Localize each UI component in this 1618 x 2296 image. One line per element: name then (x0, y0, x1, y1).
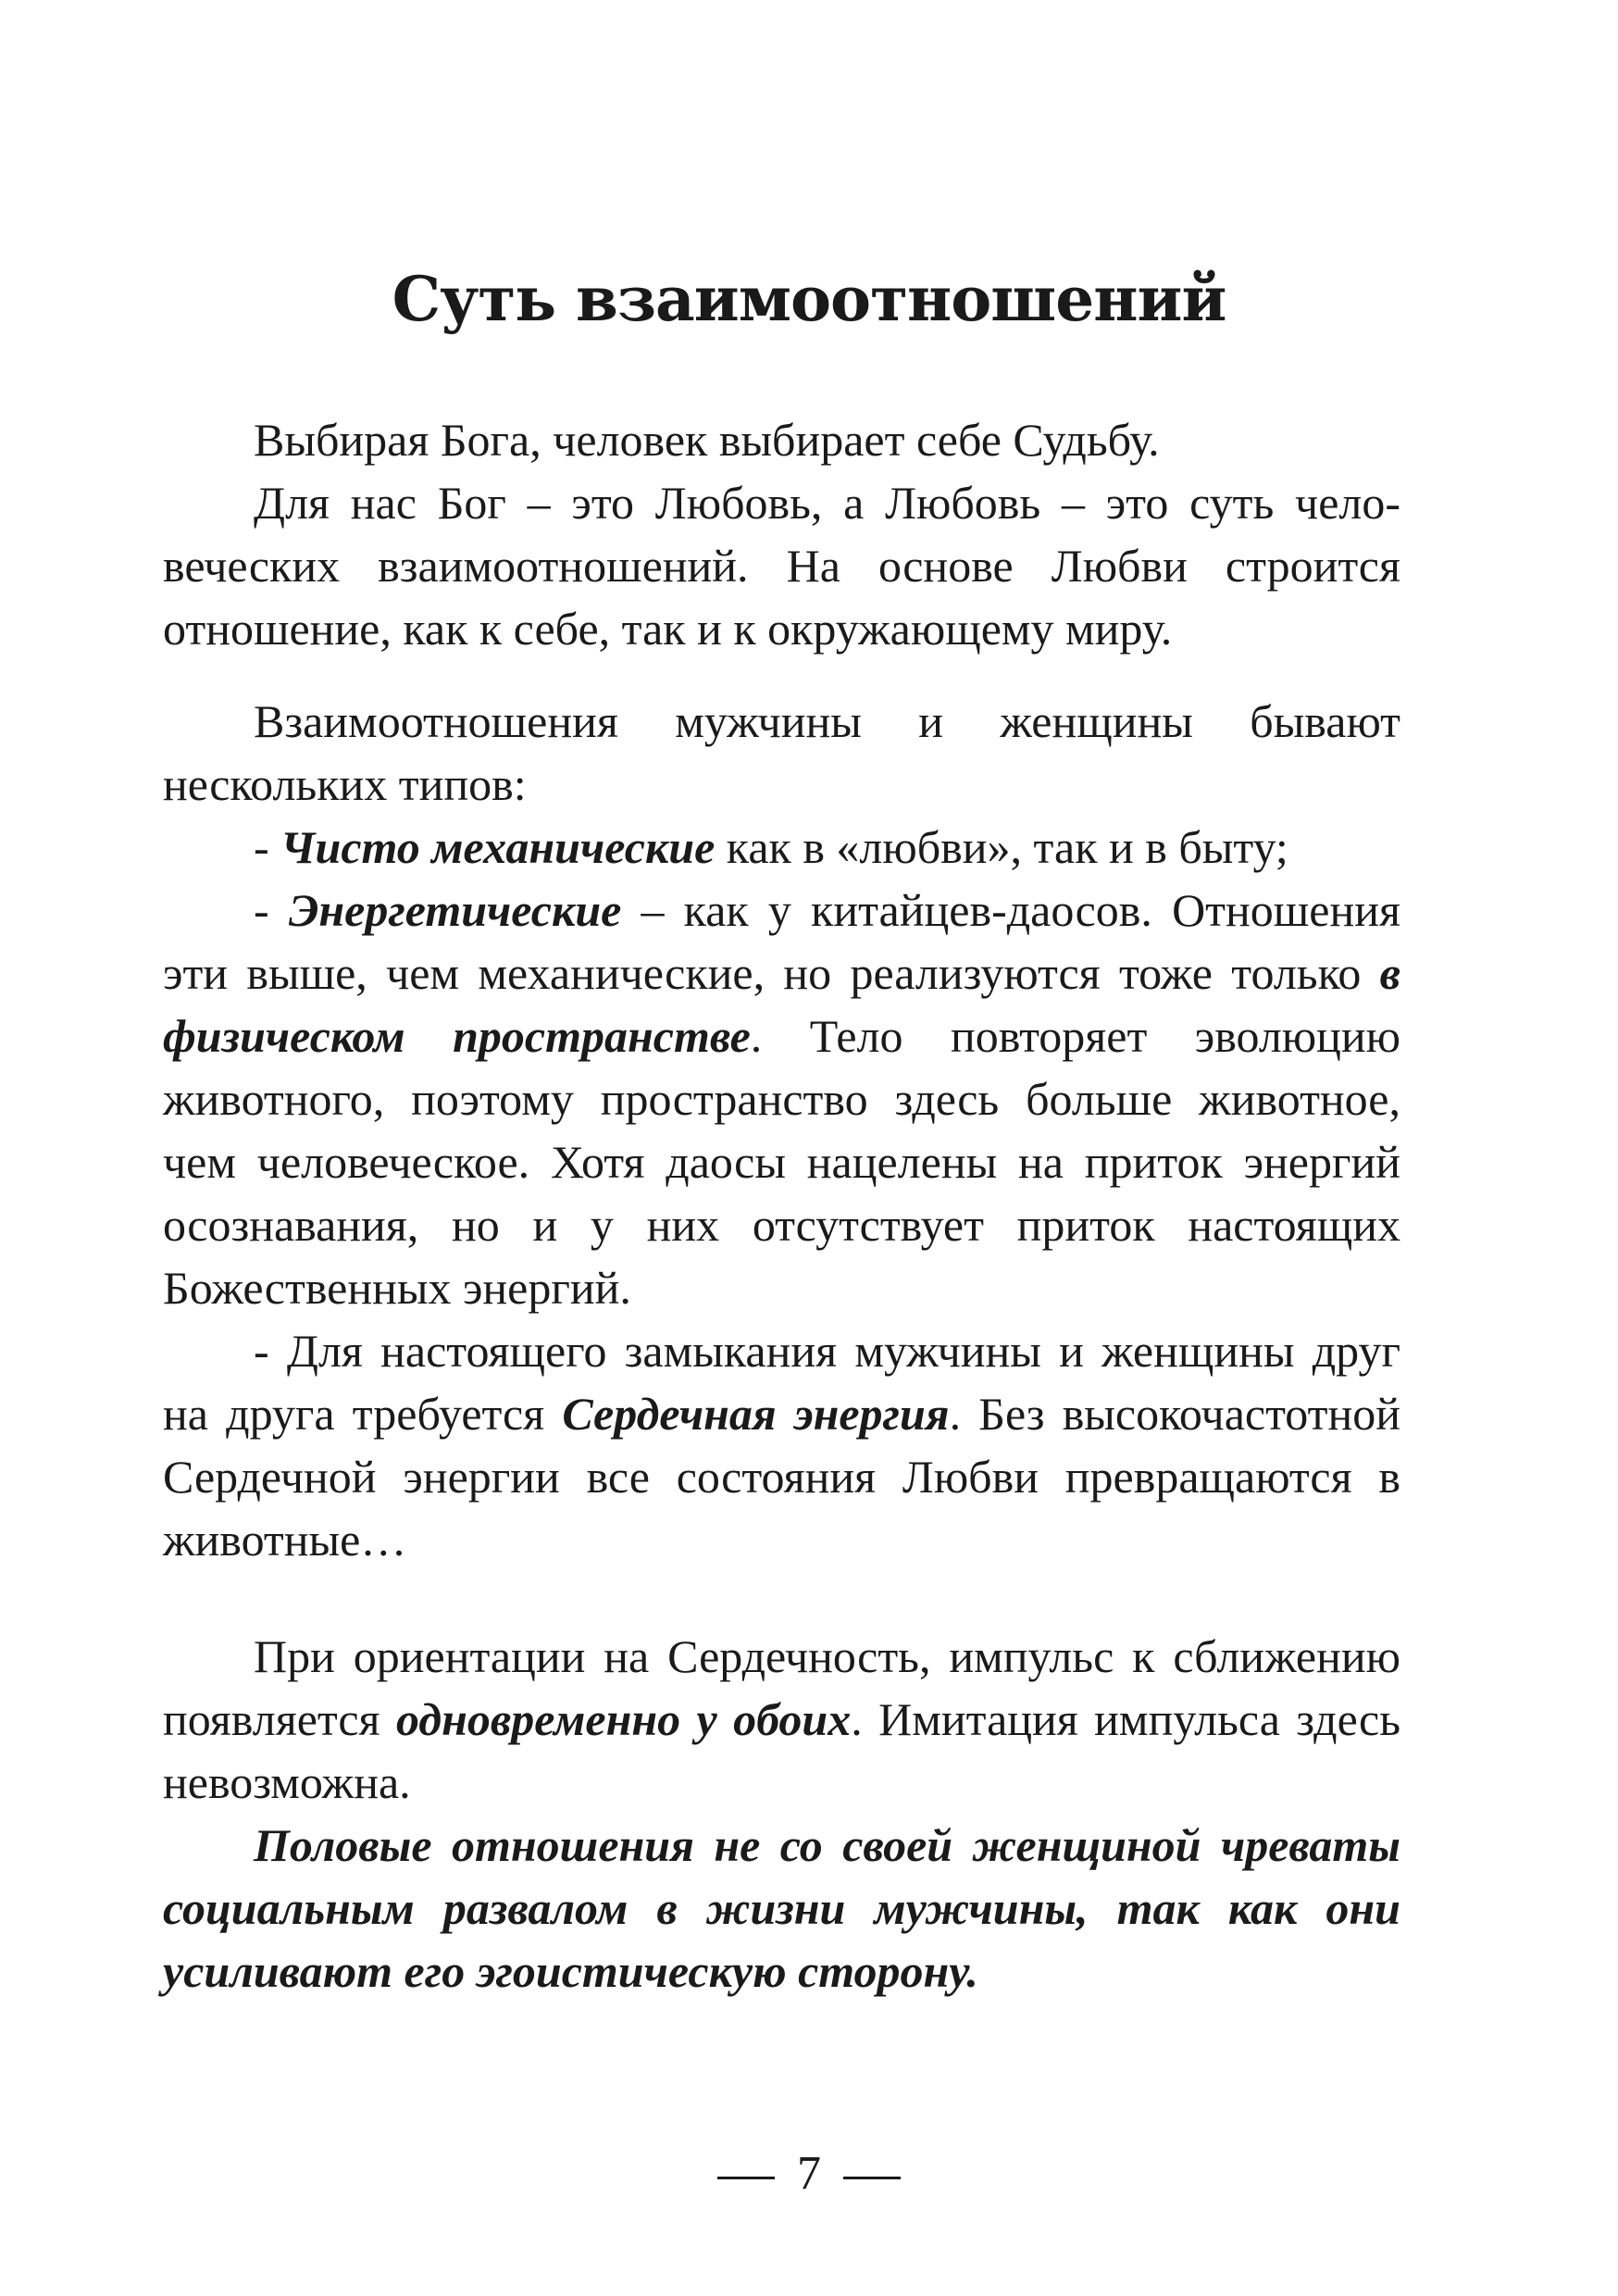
paragraph-7-rest: . Имитация импульса здесь невозможна. (163, 1693, 1400, 1808)
paragraph-6 (163, 1319, 1400, 1571)
emphasis-heart-energy: Сердечная энергия (562, 1388, 950, 1440)
paragraph-7 (163, 1625, 1400, 1814)
paragraph-6-start: - Для настоящего замыкания мужчины и женщины друг на друга требуется (163, 1325, 1400, 1440)
emphasis-energetic: Энергетические (288, 884, 622, 936)
paragraph-1: Выбирая Бога, человек выбирает себе Судьбу. (254, 414, 1160, 466)
footer-dash-right (843, 2177, 901, 2179)
paragraph-5-rest: . Тело повторяет эволюцию животного, поэтому пространство здесь больше животное, чем человеческое. Хотя даосы нацелены на приток энергий осознавания, но и у них отсутствует приток настоящих Божественных энергий. (163, 1010, 1400, 1314)
paragraph-6-rest: . Без высокочастотной Сердечной энергии все состояния Любви превращаются в животные… (163, 1388, 1400, 1566)
paragraph-2: Для нас Бог – это Любовь, а Любовь – это суть человеческих взаимоотношений. На основе Любви строится отношение, как к себе, так и к окружающему миру. (163, 477, 1400, 655)
paragraph-8-emphasis: Половые отношения не со своей женщиной чреваты социальным развалом в жизни мужчины, так как они усиливают его эгоистическую сторону. (163, 1819, 1400, 1997)
list-dash: - (254, 821, 281, 873)
emphasis-mechanical: Чисто механические (280, 821, 716, 873)
footer-dash-left (717, 2177, 775, 2179)
paragraph-4 (163, 816, 1400, 879)
chapter-title: Суть взаимоотношений (392, 263, 1226, 335)
paragraph-5-mid: – как у китайцев-даосов. Отношения эти выше, чем механические, но реализуются тоже только (163, 884, 1400, 999)
emphasis-simultaneous: одновременно у обоих (395, 1693, 852, 1745)
page-footer (0, 2146, 1618, 2202)
paragraph-4-rest: как в «любви», так и в быту; (715, 821, 1288, 873)
paragraph-7-start: При ориентации на Сердечность, импульс к сближению появляется (163, 1630, 1400, 1745)
paragraph-3: Взаимоотношения мужчины и женщины бывают нескольких типов: (163, 695, 1400, 810)
body-text (163, 408, 1400, 2003)
emphasis-physical-space: в физическом пространстве (163, 947, 1400, 1062)
page-number: 7 (797, 2147, 821, 2200)
list-dash: - (254, 884, 289, 936)
paragraph-5 (163, 879, 1400, 1319)
